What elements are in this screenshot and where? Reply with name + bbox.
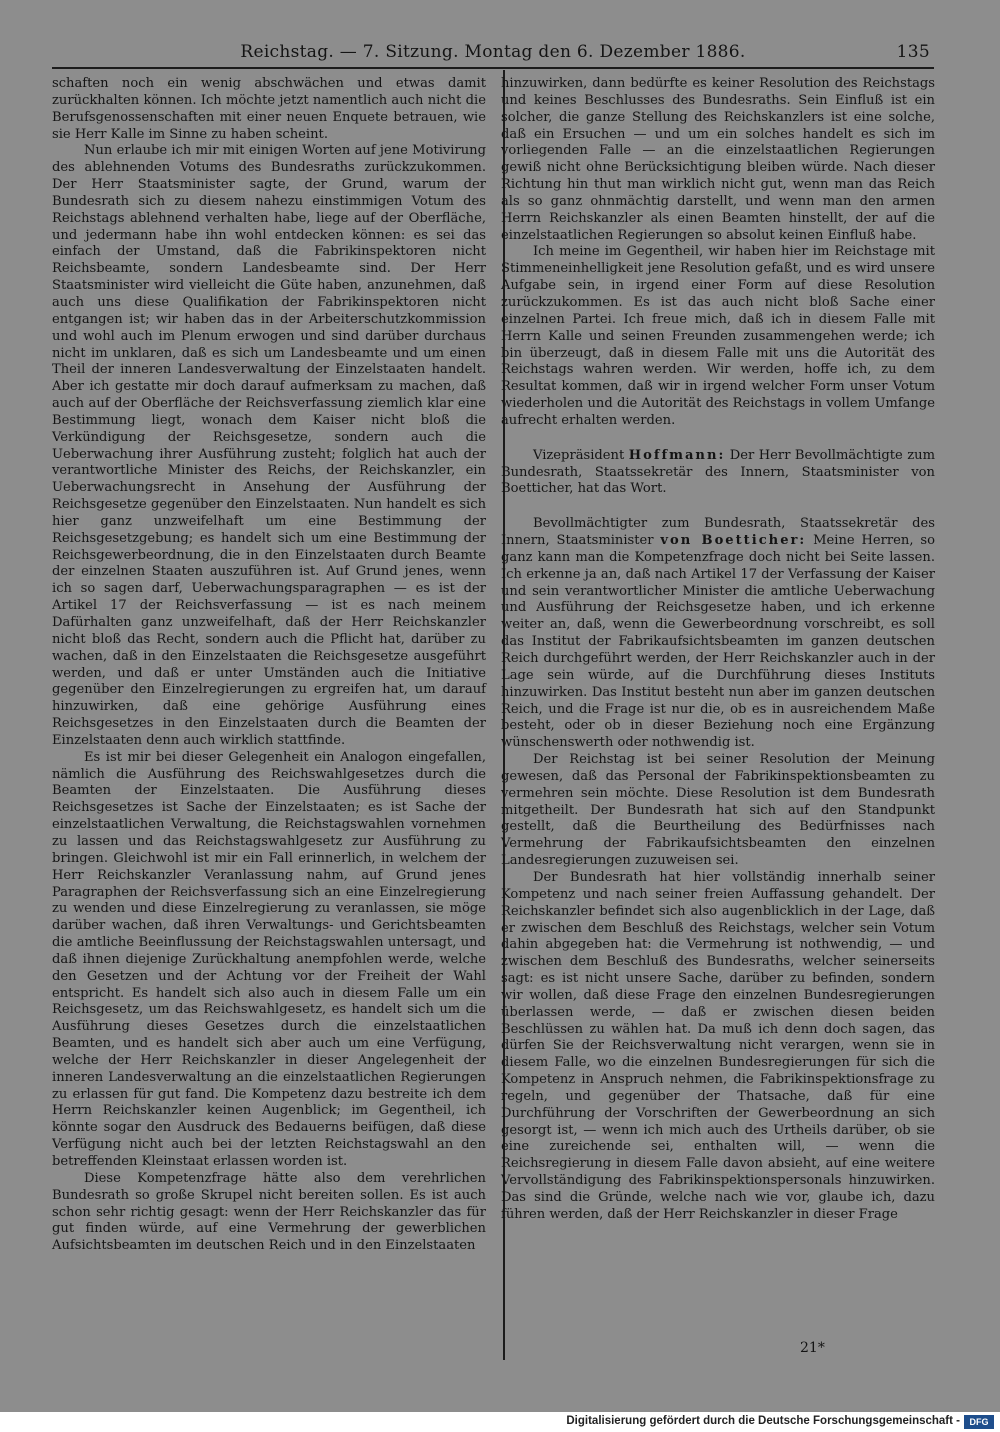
header-title: Reichstag. — 7. Sitzung. Montag den 6. Dezember 1886. xyxy=(240,42,746,62)
paragraph xyxy=(501,516,935,752)
paragraph-text: Meine Herren, so ganz kann man die Kompetenzfrage doch nicht bei Seite lassen. Ich erkenne ja an, daß nach Artikel 17 der Verfassung der Kaiser und sein verantwortlicher Minister die amtliche Ueberwachung und Ausführung der Reichsgesetze haben, und ich erkenne weiter an, daß, wenn die Gewerbeordnung vorschreibt, es soll das Institut der Fabrikaufsichtsbeamten im ganzen deutschen Reich durchgeführt werden, der Herr Reichskanzler auch in der Lage sein würde, auf die Durchführung dieses Instituts hinzuwirken. Das Institut besteht nun aber im ganzen deutschen Reich, und die Frage ist nur die, ob es in ausreichendem Maße besteht, oder ob in dieser Beziehung noch eine Ergänzung wünschenswerth oder nothwendig ist. xyxy=(501,533,935,751)
dfg-logo: DFG xyxy=(964,1415,994,1429)
paragraph: schaften noch ein wenig abschwächen und etwas damit zurückhalten können. Ich möchte jetzt namentlich auch nicht die Berufsgenossenschaften mit einer neuen Enquete betrauen, wie sie Herr Kalle im Sinne zu haben scheint. xyxy=(52,76,486,142)
paragraph: hinzuwirken, dann bedürfte es keiner Resolution des Reichstags und keines Beschlusses des Bundesraths. Sein Einfluß ist ein solcher, die ganze Stellung des Reichskanzlers ist eine solche, daß ein Ersuchen — und um ein solches handelt es sich im vorliegenden Falle — an die einzelstaatlichen Regierungen gewiß nicht ohne Berücksichtigung bleiben würde. Nach dieser Richtung hin thut man wirklich nicht gut, wenn man das Reich als so ganz ohnmächtig darstellt, und wenn man den armen Herrn Reichskanzler als einen Beamten hinstellt, der auf die einzelstaatlichen Regierungen so absolut keinen Einfluß habe. xyxy=(501,76,935,243)
running-header xyxy=(52,40,934,66)
left-column xyxy=(52,76,486,1255)
paragraph: Diese Kompetenzfrage hätte also dem verehrlichen Bundesrath so große Skrupel nicht bereiten sollen. Es ist auch schon sehr richtig gesagt: wenn der Herr Reichskanzler das für gut finden würde, auf eine Vermehrung der gewerblichen Aufsichtsbeamten im deutschen Reich und in den Einzelstaaten xyxy=(52,1170,486,1254)
speaker-name: von Boetticher: xyxy=(660,533,807,549)
paragraph: Der Bundesrath hat hier vollständig innerhalb seiner Kompetenz und nach seiner freien Auffassung gehandelt. Der Reichskanzler befindet sich also augenblicklich in der Lage, daß er zwischen dem Beschluß des Reichstags, welcher sein Votum dahin abgegeben hat: die Vermehrung ist nothwendig, — und zwischen dem Beschluß des Bundesraths, welcher seinerseits sagt: es ist nicht unsere Sache, darüber zu befinden, sondern wir wollen, daß diese Frage den einzelnen Bundesregierungen überlassen werde, — daß er zwischen diesen beiden Beschlüssen zu wählen hat. Da muß ich denn doch sagen, das dürfen Sie der Reichsverwaltung nicht verargen, wenn sie in diesem Falle, wo die einzelnen Bundesregierungen für sich die Kompetenz in Anspruch nehmen, die Fabrikinspektionsfrage zu regeln, und gegenüber der Thatsache, daß für eine Durchführung der Vorschriften der Gewerbeordnung an sich gesorgt ist, — wenn ich mich auch des Urtheils darüber, ob sie eine zureichende sei, enthalten will, — wenn die Reichsregierung in diesem Falle davon absieht, auf eine weitere Vervollständigung des Fabrikinspektionspersonals hinzuwirken. Das sind die Gründe, welche nach wie vor, glaube ich, dazu führen werden, daß der Herr Reichskanzler in dieser Frage xyxy=(501,869,935,1222)
paragraph-text: Der Herr Bevollmächtigte zum Bundesrath, Staatssekretär des Innern, Staatsminister von Boetticher, hat das Wort. xyxy=(501,447,935,497)
footer-credit: Digitalisierung gefördert durch die Deutsche Forschungsgemeinschaft - xyxy=(566,1415,960,1427)
paragraph xyxy=(501,448,935,499)
header-rule xyxy=(52,67,934,69)
paragraph: Der Reichstag ist bei seiner Resolution der Meinung gewesen, daß das Personal der Fabrikinspektionsbeamten zu vermehren sein möchte. Diese Resolution ist dem Bundesrath mitgetheilt. Der Bundesrath hat sich auf den Standpunkt gestellt, daß die Beurtheilung des Bedürfnisses nach Vermehrung der Fabrikaufsichtsbeamten den einzelnen Landesregierungen zuzuweisen sei. xyxy=(501,752,935,869)
paragraph: Es ist mir bei dieser Gelegenheit ein Analogon eingefallen, nämlich die Ausführung des Reichswahlgesetzes durch die Beamten der Einzelstaaten. Die Ausführung dieses Reichsgesetzes ist Sache der Einzelstaaten; es ist Sache der einzelstaatlichen Verwaltung, die Reichstagswahlen vornehmen zu lassen und das Reichstagswahlgesetz zur Ausführung zu bringen. Gleichwohl ist mir ein Fall erinnerlich, in welchem der Herr Reichskanzler Veranlassung nahm, auf Grund jenes Paragraphen der Reichsverfassung sich an eine Einzelregierung zu wenden und diese Einzelregierung zu veranlassen, sie möge darüber wachen, daß ihren Verwaltungs- und Gerichtsbeamten die amtliche Beeinflussung der Reichstagswahlen untersagt, und daß ihnen diejenige Zurückhaltung anempfohlen werde, welche den Gesetzen und der Achtung vor der Freiheit der Wahl entspricht. Es handelt sich also auch in diesem Falle um ein Reichsgesetz, um das Reichswahlgesetz, es handelt sich um die Ausführung dieses Gesetzes durch die einzelstaatlichen Beamten, und es handelt sich aber auch um eine Verfügung, welche der Herr Reichskanzler in dieser Angelegenheit der inneren Landesverwaltung an die einzelstaatlichen Regierungen zu erlassen für gut fand. Die Kompetenz dazu bestreite ich dem Herrn Reichskanzler keinen Augenblick; im Gegentheil, ich könnte sogar den Ausdruck des Bedauerns beifügen, daß diese Verfügung nicht auch bei der letzten Reichstagswahl an den betreffenden Kleinstaat erlassen worden ist. xyxy=(52,749,486,1169)
paragraph: Ich meine im Gegentheil, wir haben hier im Reichstage mit Stimmeneinhelligkeit jene Resolution gefaßt, und es wird unsere Aufgabe sein, in irgend einer Form auf diese Resolution zurückzukommen. Es ist das auch nicht bloß Sache einer einzelnen Partei. Ich freue mich, daß ich in diesem Falle mit Herrn Kalle und seinen Freunden zusammengehen werde; ich bin überzeugt, daß in diesem Falle mit uns die Autorität des Reichstags wahren werden. Wir werden, hoffe ich, zu dem Resultat kommen, daß wir in irgend welcher Form unser Votum wiederholen und die Autorität des Reichstags in vollem Umfange aufrecht erhalten werden. xyxy=(501,244,935,428)
right-column xyxy=(501,76,935,1224)
speaker-intro: Vizepräsident xyxy=(533,447,629,463)
speaker-name: Hoffmann: xyxy=(628,447,726,463)
paragraph: Nun erlaube ich mir mit einigen Worten auf jene Motivirung des ablehnenden Votums des Bundesraths zurückzukommen. Der Herr Staatsminister sagte, der Grund, warum der Bundesrath sich zu diesem nahezu einstimmigen Votum des Reichstags ablehnend verhalten habe, liege auf der Oberfläche, und jedermann habe ihn wohl entdecken können: es sei das einfach der Umstand, daß die Fabrikinspektoren nicht Reichsbeamte, sondern Landesbeamte sind. Der Herr Staatsminister wird vielleicht die Güte haben, anzunehmen, daß auch uns diese Qualifikation der Fabrikinspektoren nicht entgangen ist; wir haben das in der Arbeiterschutzkommission und wohl auch im Plenum erwogen und sind darüber durchaus nicht im unklaren, daß es sich um Landesbeamte und um einen Theil der inneren Landesverwaltung der Einzelstaaten handelt. Aber ich gestatte mir doch darauf aufmerksam zu machen, daß auch auf der Oberfläche der Reichsverfassung ziemlich klar eine Bestimmung liegt, wonach dem Kaiser nicht bloß die Verkündigung der Reichsgesetze, sondern auch die Ueberwachung ihrer Ausführung zusteht; folglich hat auch der verantwortliche Minister des Reichs, der Reichskanzler, ein Ueberwachungsrecht in Ansehung der Ausführung der Reichsgesetze gegenüber den Einzelstaaten. Nun handelt es sich hier ganz unzweifelhaft um eine Bestimmung der Reichsgesetzgebung; es handelt sich um eine Bestimmung der Reichsgewerbeordnung, die in den Einzelstaaten durch Beamte der einzelnen Staaten auszuführen ist. Auf Grund jenes, wenn ich so sagen darf, Ueberwachungsparagraphen — es ist der Artikel 17 der Reichsverfassung — ist es nach meinem Dafürhalten ganz unzweifelhaft, daß der Herr Reichskanzler nicht bloß das Recht, sondern auch die Pflicht hat, darüber zu wachen, daß in den Einzelstaaten die Reichsgesetze ausgeführt werden, und daß er unter Umständen auch die Initiative gegenüber den Einzelregierungen zu ergreifen hat, um darauf hinzuwirken, daß eine gehörige Ausführung eines Reichsgesetzes in den Einzelstaaten durch die Beamten der Einzelstaaten denn auch wirklich stattfinde. xyxy=(52,143,486,748)
page-number: 135 xyxy=(896,42,930,62)
speaker-intro: Bevollmächtigter zum Bundesrath, Staatssekretär des Innern, Staatsminister xyxy=(501,516,935,549)
sheet-signature: 21* xyxy=(800,1340,825,1356)
footer-bar xyxy=(0,1412,1000,1432)
